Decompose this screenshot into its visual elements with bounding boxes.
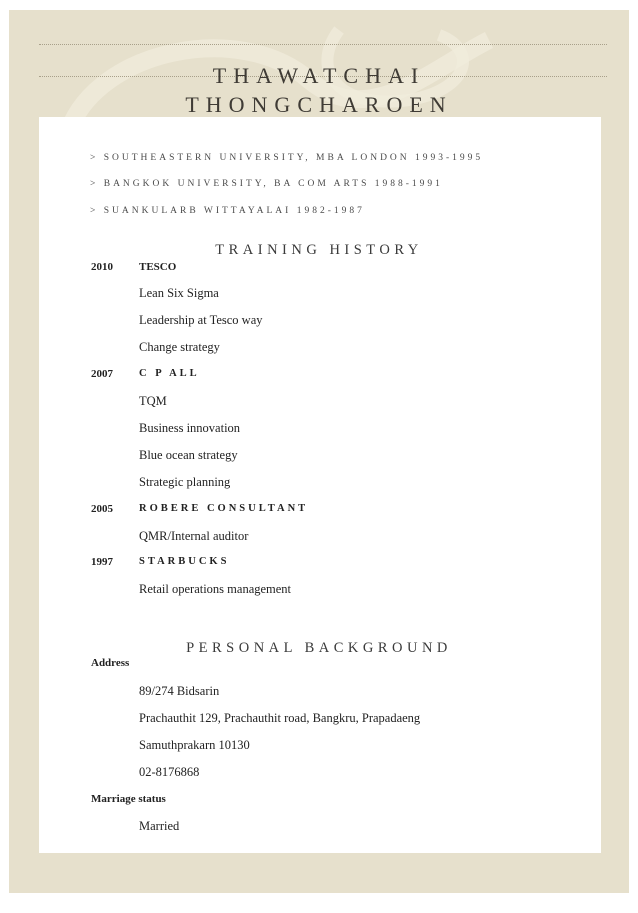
training-year: 2007 bbox=[91, 368, 113, 380]
training-year: 2010 bbox=[91, 261, 113, 273]
name-first: THAWATCHAI bbox=[212, 63, 426, 88]
training-item: Leadership at Tesco way bbox=[139, 313, 263, 327]
address-label: Address bbox=[91, 657, 130, 669]
training-history-title: TRAINING HISTORY bbox=[215, 242, 423, 258]
training-company: ROBERE CONSULTANT bbox=[139, 503, 309, 514]
training-year: 2005 bbox=[91, 503, 113, 515]
address-line: Prachauthit 129, Prachauthit road, Bangkru, Prapadaeng bbox=[139, 711, 421, 725]
training-item: QMR/Internal auditor bbox=[139, 529, 249, 543]
marriage-status-label: Marriage status bbox=[91, 793, 166, 805]
training-item: Lean Six Sigma bbox=[139, 286, 219, 300]
training-item: TQM bbox=[139, 394, 167, 408]
training-item: Retail operations management bbox=[139, 582, 292, 596]
training-year: 1997 bbox=[91, 556, 113, 568]
training-item: Blue ocean strategy bbox=[139, 448, 238, 462]
training-item: Strategic planning bbox=[139, 475, 231, 489]
personal-background-title: PERSONAL BACKGROUND bbox=[186, 640, 452, 656]
training-item: Change strategy bbox=[139, 340, 220, 354]
marriage-status-value: Married bbox=[139, 819, 180, 833]
education-item: > SUANKULARB WITTAYALAI 1982-1987 bbox=[90, 206, 365, 216]
content-panel bbox=[39, 117, 601, 853]
top-dotted-rule bbox=[39, 44, 607, 45]
education-item: > SOUTHEASTERN UNIVERSITY, MBA LONDON 1993-1995 bbox=[90, 153, 484, 163]
phone-number: 02-8176868 bbox=[139, 765, 200, 779]
resume-page bbox=[9, 10, 629, 893]
training-company: TESCO bbox=[139, 261, 177, 273]
training-company: STARBUCKS bbox=[139, 556, 230, 567]
education-item: > BANGKOK UNIVERSITY, BA COM ARTS 1988-1991 bbox=[90, 179, 443, 189]
name-last: THONGCHAROEN bbox=[185, 92, 453, 117]
address-line: 89/274 Bidsarin bbox=[139, 684, 220, 698]
training-company: C P ALL bbox=[139, 368, 200, 379]
training-item: Business innovation bbox=[139, 421, 241, 435]
address-line: Samuthprakarn 10130 bbox=[139, 738, 250, 752]
